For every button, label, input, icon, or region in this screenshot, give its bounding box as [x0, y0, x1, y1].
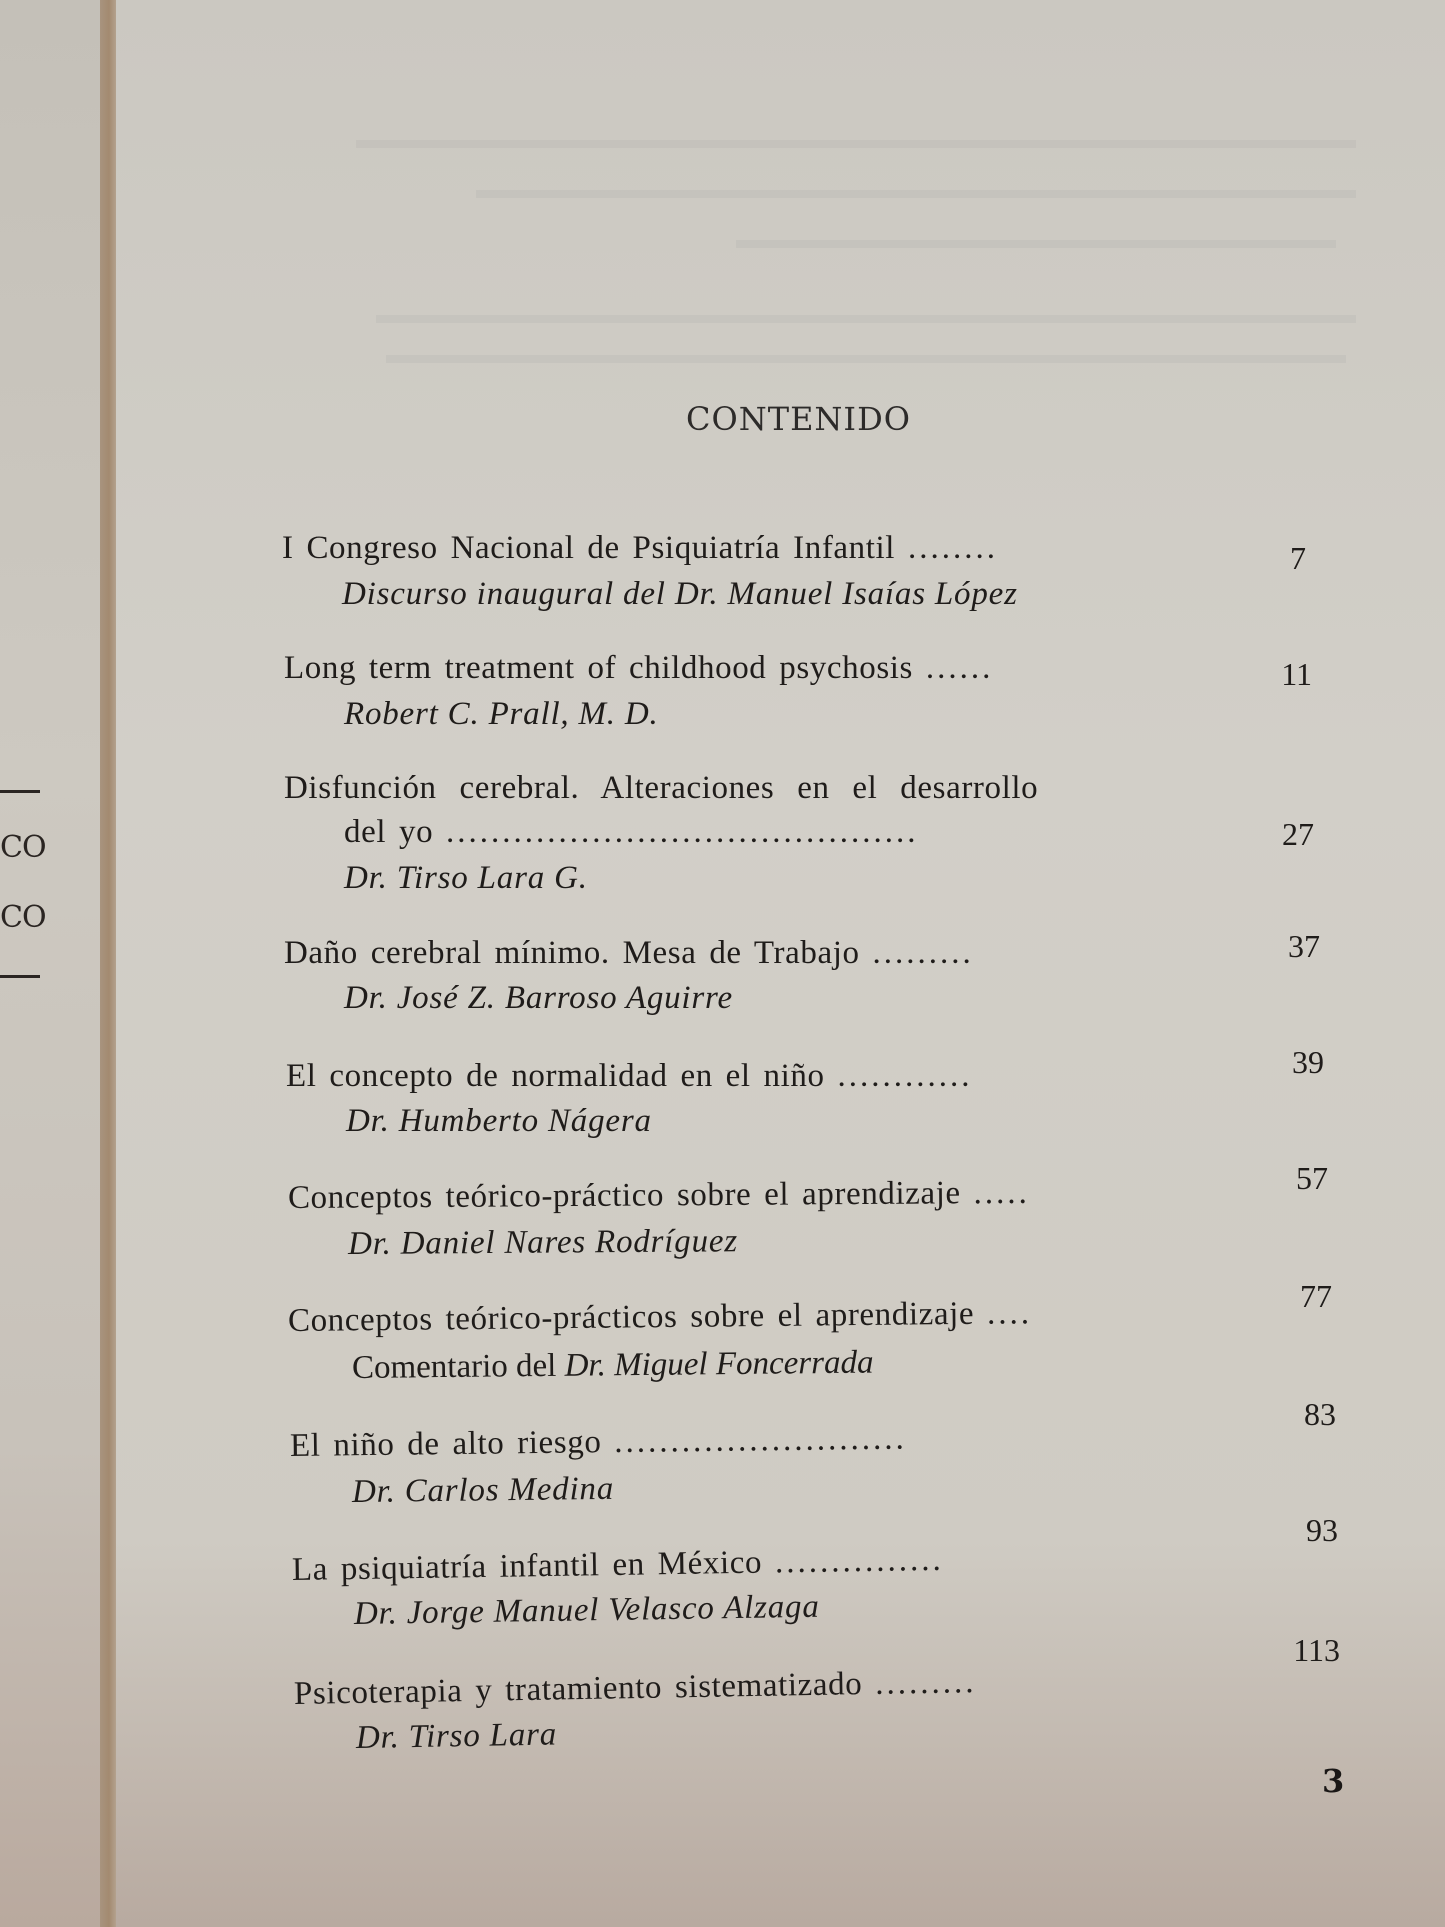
toc-entry-title: Disfunción cerebral. Alteraciones en el desarrollo — [284, 770, 1039, 806]
author-prefix: Comentario del — [351, 1347, 557, 1386]
toc-page-number: 7 — [1290, 540, 1306, 576]
leader-dots: ............ — [837, 1058, 973, 1094]
toc-entry-title — [284, 935, 974, 972]
toc-page-number: 93 — [1306, 1512, 1338, 1548]
toc-page-number: 83 — [1304, 1396, 1336, 1432]
entry-title-text: Daño cerebral mínimo. Mesa de Trabajo — [284, 935, 860, 971]
left-page-fragment: CO — [0, 830, 46, 865]
toc-page-number: 113 — [1293, 1632, 1340, 1668]
toc-entry-title — [286, 1058, 972, 1095]
toc-entry-author: Dr. Tirso Lara G. — [344, 860, 588, 896]
leader-dots: .......................... — [614, 1420, 908, 1461]
entry-title-text: Long term treatment of childhood psychosis — [284, 650, 913, 686]
leader-dots: ......... — [872, 935, 974, 971]
toc-entry-author: Dr. Jorge Manuel Velasco Alzaga — [353, 1588, 820, 1632]
leader-dots: ......... — [874, 1664, 977, 1702]
toc-entry-author: Dr. Daniel Nares Rodríguez — [347, 1223, 739, 1262]
toc-entry-title-continued — [344, 814, 919, 851]
toc-entry-title — [290, 1420, 907, 1465]
toc-entry-author: Dr. Humberto Nágera — [346, 1103, 652, 1139]
left-page-rule — [0, 790, 40, 793]
leader-dots: ...... — [925, 650, 994, 686]
show-through-text — [376, 285, 1356, 323]
entry-title-text: El concepto de normalidad en el niño — [286, 1058, 825, 1094]
show-through-text — [736, 210, 1336, 248]
left-page-rule — [0, 975, 40, 978]
entry-title-text: Psicoterapia y tratamiento sistematizado — [293, 1666, 863, 1712]
leader-dots: .... — [986, 1295, 1033, 1332]
toc-page-number: 39 — [1292, 1044, 1324, 1080]
toc-page-number: 77 — [1300, 1278, 1332, 1314]
author-name: Dr. Miguel Foncerrada — [564, 1344, 874, 1384]
leader-dots: ............... — [774, 1541, 944, 1581]
toc-entry-title — [288, 1175, 1030, 1217]
toc-entry-author: Discurso inaugural del Dr. Manuel Isaías López — [342, 576, 1018, 612]
toc-page-number: 37 — [1288, 928, 1320, 964]
left-page-fragment: CO — [0, 900, 46, 935]
toc-entry-title — [288, 1295, 1032, 1340]
leader-dots: ..... — [973, 1174, 1030, 1212]
toc-entry-author: Dr. Tirso Lara — [355, 1716, 558, 1756]
toc-entry-author: Dr. Carlos Medina — [351, 1470, 615, 1510]
toc-entry-author: Dr. José Z. Barroso Aguirre — [344, 980, 733, 1016]
left-page — [0, 0, 104, 1927]
entry-title-text: El niño de alto riesgo — [289, 1424, 602, 1464]
show-through-text — [476, 160, 1356, 198]
leader-dots: .......................................... — [446, 814, 919, 850]
leader-dots: ........ — [907, 530, 998, 566]
toc-entry-title — [282, 530, 998, 567]
toc-entry-author: Robert C. Prall, M. D. — [344, 696, 659, 732]
toc-entry-author — [352, 1345, 874, 1387]
toc-entry-title — [284, 650, 993, 687]
show-through-text — [356, 110, 1356, 148]
entry-title-text: Conceptos teórico-práctico sobre el aprendizaje — [287, 1175, 961, 1216]
entry-title-text: La psiquiatría infantil en México — [291, 1544, 763, 1588]
entry-title-text: del yo — [344, 814, 434, 850]
toc-page-number: 27 — [1282, 816, 1314, 852]
show-through-text — [386, 325, 1346, 363]
entry-title-text: I Congreso Nacional de Psiquiatría Infantil — [282, 530, 896, 566]
toc-page-number: 11 — [1281, 656, 1312, 692]
entry-title-text: Conceptos teórico-prácticos sobre el aprendizaje — [287, 1295, 975, 1339]
toc-heading: CONTENIDO — [686, 400, 911, 438]
toc-page-number: 57 — [1296, 1160, 1328, 1196]
page-folio-number: 3 — [1322, 1762, 1345, 1800]
